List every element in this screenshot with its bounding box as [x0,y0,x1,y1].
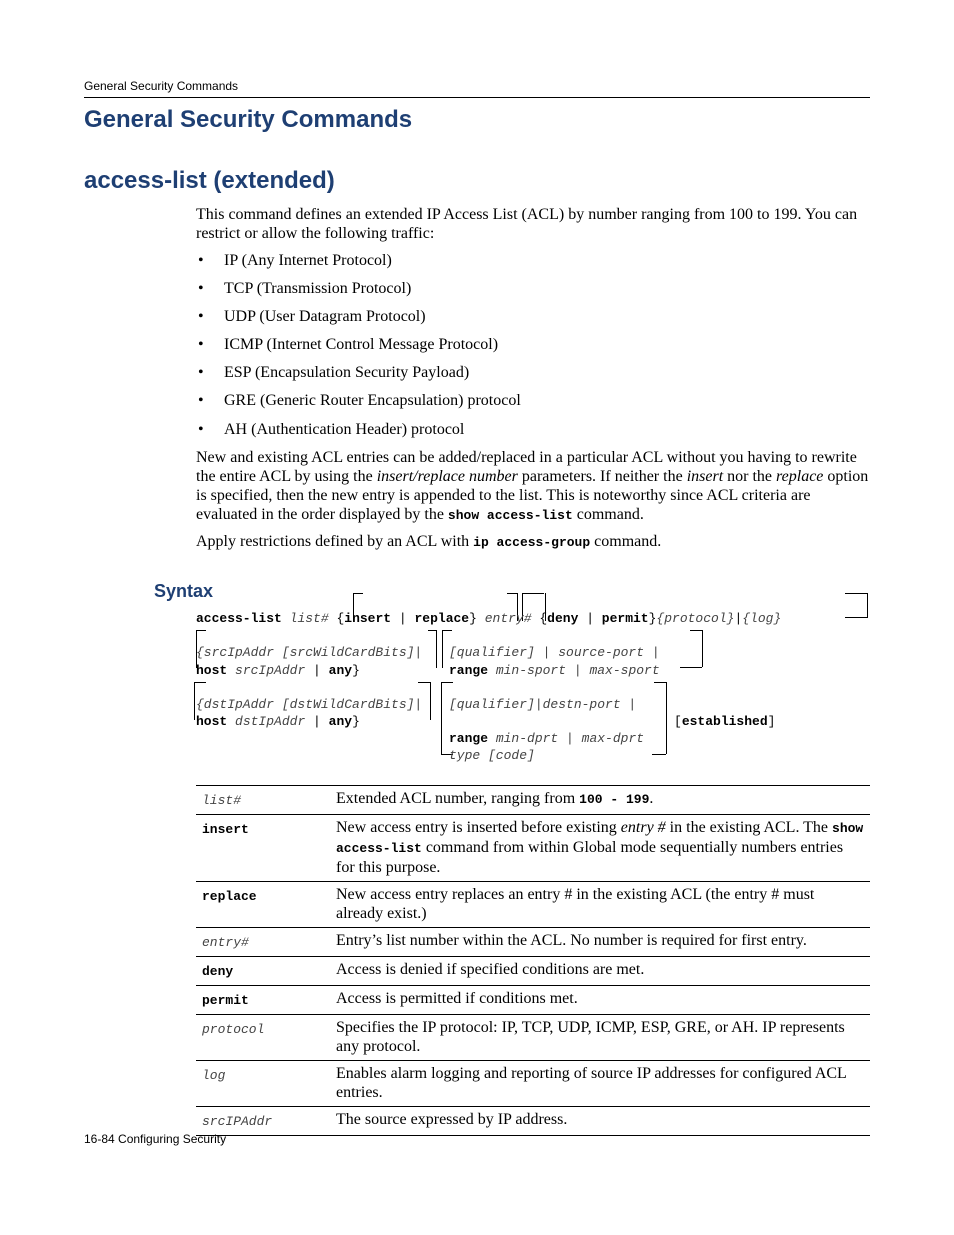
syntax-line-src-range [449,663,660,679]
list-item-text: GRE (Generic Router Encapsulation) protocol [224,392,521,410]
text-run: Extended ACL number, ranging from [336,790,580,807]
param-src-addr: srcIpAddr [235,663,306,678]
param-description [330,957,870,986]
text-run: insert/replace number [376,468,518,485]
keyword-replace: replace [414,611,470,626]
syntax-line-dst [196,697,422,713]
intro-paragraph: This command defines an extended IP Access List (ACL) by number ranging from 100 to 199. You can restrict or allow the following traffic: [196,206,858,242]
text-run: nor the [723,468,777,485]
text-run: New and existing ACL entries can be added/replaced in a particular ACL without you having to rewrite the entire ACL by using the [196,449,857,485]
list-item: • ESP (Encapsulation Security Payload) [198,364,470,382]
param-description [330,786,870,815]
separator: | [578,611,602,626]
text-run: Enables alarm logging and reporting of source IP addresses for configured ACL entries. [336,1065,847,1101]
table-row [196,928,870,957]
keyword-range: range [449,663,489,678]
table-row [196,986,870,1015]
keyword-host: host [196,663,228,678]
command-text: 100 - 199 [579,792,650,807]
list-item-text: IP (Any Internet Protocol) [224,252,392,269]
text-run: Specifies the IP protocol: IP, TCP, UDP, ICMP, ESP, GRE, or AH. IP represents any protocol. [336,1019,845,1055]
syntax-line-src [196,645,422,661]
keyword-any: any [328,663,353,678]
bracket-line [441,682,442,754]
syntax-established [674,714,775,730]
running-header: General Security Commands [84,79,239,93]
param-description [330,882,870,928]
brace: { [336,611,345,626]
param-term: replace [196,882,330,928]
param-description [330,928,870,957]
list-item: • UDP (User Datagram Protocol) [198,308,426,326]
list-item: • TCP (Transmission Protocol) [198,280,412,298]
bracket-line [680,667,702,668]
table-row [196,882,870,928]
keyword-permit: permit [601,611,649,626]
param-dst-addr: dstIpAddr [235,714,306,729]
param-description [330,1015,870,1061]
list-item-text: TCP (Transmission Protocol) [224,280,412,298]
bracket-line [194,682,206,683]
text-run: in the existing ACL. The [665,819,833,836]
list-item-text: ICMP (Internet Control Message Protocol) [224,336,499,354]
param-description [330,1061,870,1107]
list-item: • GRE (Generic Router Encapsulation) protocol [198,392,521,410]
param-dst: {dstIpAddr [dstWildCardBits]| [196,697,423,712]
text-run: New access entry replaces an entry # in the existing ACL (the entry # must already exist.) [336,886,815,922]
bracket-line [690,630,702,631]
syntax-line-dst-qual [449,697,636,713]
bracket-line [442,630,443,668]
separator: | [391,611,415,626]
text-run: Apply restrictions defined by an ACL with [196,533,474,550]
text-run: The source expressed by IP address. [336,1111,568,1128]
bracket-line [436,630,437,668]
traffic-list [196,251,521,448]
list-item-text: AH (Authentication Header) protocol [224,420,465,438]
param-src: {srcIpAddr [srcWildCardBits]| [196,645,423,660]
table-row [196,1061,870,1107]
param-sports: min-sport | max-sport [495,663,660,678]
separator: | [305,714,329,729]
param-term: srcIPAddr [196,1107,330,1136]
syntax-line-src-host [196,663,360,679]
keyword-deny: deny [547,611,579,626]
param-term: entry# [196,928,330,957]
separator: | [305,663,329,678]
bracket-line [418,682,430,683]
keyword-any: any [328,714,353,729]
list-item-text: ESP (Encapsulation Security Payload) [224,364,470,382]
text-run: parameters. If neither the [517,468,687,485]
param-term: protocol [196,1015,330,1061]
syntax-heading: Syntax [154,581,214,601]
param-entry: entry# [484,611,532,626]
param-qualifier: [qualifier] | source-port | [449,645,660,660]
bracket-line [652,754,666,755]
bracket-line [441,682,453,683]
bracket-line [353,593,363,594]
page-footer: 16-84 Configuring Security [84,1132,227,1146]
param-term: list# [196,786,330,815]
bracket-line [522,593,544,594]
param-description [330,986,870,1015]
list-item: • ICMP (Internet Control Message Protocol) [198,336,499,354]
text-run: insert [686,468,724,485]
text-run: Access is permitted if conditions met. [336,990,578,1007]
param-dports: min-dprt | max-dprt [495,731,645,746]
bracket-line [428,630,436,631]
syntax-line-dst-range [449,731,644,747]
bracket-line [867,593,868,618]
brace: } [352,663,360,678]
brace: } [352,714,360,729]
text-run: Access is denied if specified conditions are met. [336,961,645,978]
text-run: command from within Global mode sequentially numbers entries for this purpose. [336,839,844,876]
table-row [196,1107,870,1136]
keyword-range: range [449,731,489,746]
bracket-line [666,682,667,754]
text-run: command. [572,506,644,523]
param-log: {log} [742,611,782,626]
syntax-line-dst-host [196,714,360,730]
text-run: entry # [620,819,666,836]
syntax-line-src-qual [449,645,660,661]
bracket-line [845,617,867,618]
command-text: show access-list [447,508,573,523]
table-row [196,1015,870,1061]
param-term: permit [196,986,330,1015]
bracket-line [507,593,517,594]
list-item-text: UDP (User Datagram Protocol) [224,308,426,326]
command-text: ip access-group [473,535,591,550]
syntax-line-type [449,748,535,764]
table-row [196,786,870,815]
header-rule [84,97,870,98]
brace: } [469,611,477,626]
command-keyword: access-list [196,611,282,626]
bracket: [ [674,714,682,729]
brace: { [539,611,548,626]
bracket-line [430,682,431,720]
bracket-line [702,630,703,667]
param-list: list# [289,611,329,626]
text-run: option is specified, then the new entry is appended to the list. This is noteworthy since ACL criteria are evaluated in the order displayed by the [196,468,869,523]
table-row [196,957,870,986]
text-run: replace [776,468,824,485]
bracket-line [654,682,666,683]
text-run: Entry’s list number within the ACL. No number is required for first entry. [336,932,807,949]
keyword-insert: insert [344,611,392,626]
syntax-line-1 [196,611,781,627]
param-type: type [code] [449,748,535,763]
parameter-table [196,785,870,1136]
bracket-line [194,682,195,720]
param-description [330,815,870,882]
param-term: insert [196,815,330,882]
bracket-line [196,630,206,631]
bracket: ] [767,714,776,729]
command-title: access-list (extended) [84,167,335,194]
param-description [330,1107,870,1136]
list-item: • IP (Any Internet Protocol) [198,252,392,269]
section-title: General Security Commands [84,106,413,133]
param-term: log [196,1061,330,1107]
param-qualifier: [qualifier]|destn-port | [449,697,637,712]
separator: | [734,611,743,626]
brace: } [648,611,657,626]
bracket-line [845,593,867,594]
keyword-established: established [681,714,768,729]
text-run: . [649,790,654,807]
param-protocol: {protocol} [656,611,735,626]
insert-replace-paragraph [196,448,870,525]
bracket-line [442,630,452,631]
table-row [196,815,870,882]
list-item: • AH (Authentication Header) protocol [198,420,465,438]
keyword-host: host [196,714,228,729]
command-text: show access-list [336,821,864,856]
text-run: New access entry is inserted before existing [336,819,621,836]
param-term: deny [196,957,330,986]
apply-paragraph [196,532,870,552]
text-run: command. [590,533,662,550]
